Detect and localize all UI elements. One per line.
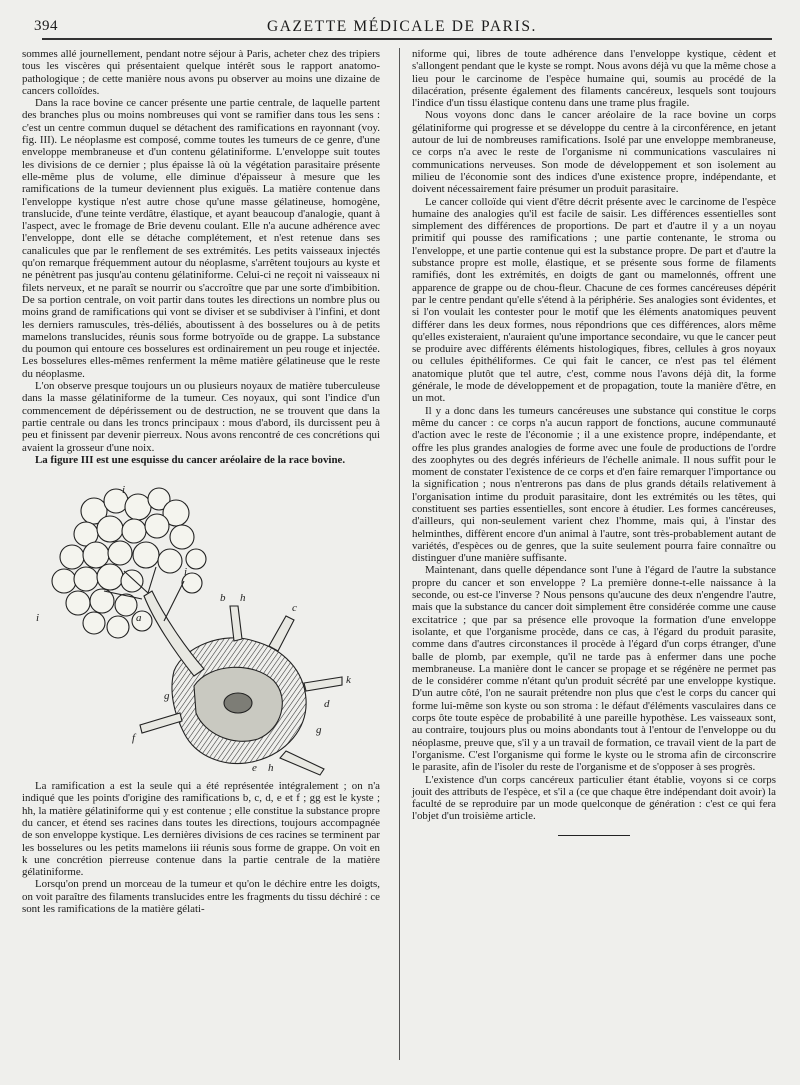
figure-iii-areolar-cancer-sketch [24, 471, 372, 777]
figure-label-h: h [240, 592, 246, 605]
figure-label-k: k [346, 674, 351, 687]
paragraph: Dans la race bovine ce cancer présente une partie centrale, de laquelle partent des branches plus ou moins nombreuses qui vont se ramifier dans tous les sens : c'est un centre commun duquel se détachent des ramifications en rayonnant (voy. fig. III). Le néoplasme est composé, comme toutes les tumeurs de ce genre, d'une enveloppe membraneuse et d'un contenu gélatiniforme. L'enveloppe suit toutes les divisions de ce dernier ; plus épaisse là où la végétation parasitaire présente elle-même plus de volume, elle diminue d'épaisseur à mesure que les ramifications de la tumeur deviennent plus exiguës. La matière contenue dans l'enveloppe kystique n'est autre chose qu'une masse gélatineuse, homogène, translucide, d'une teinte verdâtre, élastique, et ayant beaucoup d'analogie, quant à l'aspect, avec le fromage de Brie devenu coulant. Elle n'a aucune adhérence avec l'enveloppe, dont elle se détache complétement, et n'est retenue dans ses canalicules que par le renflement de ses extrémités. Les petits vaisseaux injectés qu'on remarque fréquemment autour du néoplasme, s'arrêtent toujours au kyste et ne pénètrent pas jusqu'au contenu gélatiniforme. Celui-ci ne reçoit ni vaisseaux ni filets nerveux, et ne paraît se nourrir ou s'accroître que par une sorte d'imbibition. De sa portion centrale, on voit partir dans toutes les directions un nombre plus ou moins grand de ramifications qui vont se diviser et se subdiviser à l'infini, et dont les derniers ramuscules, très-déliés, aboutissent à des bosselures ou à de petits mamelons translucides, réunis sous forme botryoïde ou de grappe. La substance du poumon qui entoure ces bosselures est ordinairement un peu rouge et injectée. Les bosselures elles-mêmes renferment la même matière gélatineuse que le reste du néoplasme. [22, 97, 380, 380]
article-end-rule [558, 835, 630, 836]
figure-label-c: c [292, 602, 297, 615]
page-header [22, 14, 782, 40]
figure-label-g: g [316, 724, 322, 737]
figure-label-h: h [268, 762, 274, 775]
left-column [22, 48, 380, 915]
figure-caption: La figure III est une esquisse du cancer aréolaire de la race bovine. [35, 453, 346, 466]
paragraph: Nous voyons donc dans le cancer aréolaire de la race bovine un corps gélatiniforme qui progresse et se développe du centre à la circonférence, en jetant autour de lui de nombreuses ramifications. Isolé par une enveloppe membraneuse, ce corps n'a avec le reste de l'organisme ni communications vasculaires ni communications nerveuses. Son mode de développement et son isolement au milieu de l'économie sont des indices d'une existence propre, indépendante, et doivent nécessairement faire présumer un produit parasitaire. [412, 109, 776, 196]
figure-label-b: b [220, 592, 226, 605]
paragraph: L'on observe presque toujours un ou plusieurs noyaux de matière tuberculeuse dans la masse gélatiniforme de la tumeur. Ces noyaux, qui sont l'indice d'un commencement de dépérissement ou de destruction, ne se trouvent que dans la partie centrale ou dans les troncs principaux : mous d'abord, ils durcissent peu à peu et finissent par devenir pierreux. Nous avons rencontré de ces concrétions qui avaient la grosseur d'une noix. [22, 380, 380, 454]
paragraph: niforme qui, libres de toute adhérence dans l'enveloppe kystique, cèdent et s'allongent pendant que le kyste se rompt. Nous avons déjà vu que la même chose a lieu pour le carcinome de l'espèce humaine qui, soumis au procédé de la dilacération, présente également des filaments cancéreux, lesquels sont toujours l'indice d'un tissu élastique contenu dans une trame plus fragile. [412, 48, 776, 110]
column-divider [399, 48, 400, 1060]
figure-label-e: e [252, 762, 257, 775]
figure-label-f: f [132, 732, 136, 745]
running-title: GAZETTE MÉDICALE DE PARIS. [266, 18, 538, 35]
paragraph: sommes allé journellement, pendant notre séjour à Paris, acheter chez des tripiers tous les viscères qui présentaient quelque intérêt sous le rapport anatomo-pathologique ; de cette manière nous avons pu observer au moins une dizaine de cancers colloïdes. [22, 48, 380, 97]
paragraph: La ramification a est la seule qui a été représentée intégralement ; on n'a indiqué que les points d'origine des ramifications b, c, d, e et f ; gg est le kyste ; hh, la matière gélatiniforme qui y est contenue ; elle constitue la substance propre du cancer, et étend ses racines dans toutes les directions, toujours accompagnée de son enveloppe kystique. Les dernières divisions de ces racines se terminent par les bosselures ou les petits mamelons iii réunis sous forme de grappe. On voit en k une concrétion pierreuse contenue dans la partie centrale de la matière gélatiniforme. [22, 780, 380, 879]
figure-label-i: i [36, 612, 40, 625]
paragraph: Maintenant, dans quelle dépendance sont l'une à l'égard de l'autre la substance propre du cancer et son enveloppe ? La première donne-t-elle naissance à la seconde, ou est-ce l'inverse ? Nous pensons qu'aucune des deux n'engendre l'autre, mais que la substance du cancer doit simplement être considérée comme une cause excitatrice ; que par sa présence elle provoque la formation d'une enveloppe isolante, et que l'organisme procède, dans ce cas, à l'égard du produit parasite, comme dans d'autres circonstances il procède à l'égard d'un corps étranger, d'une balle de plomb, par exemple, qu'il ne tarde pas à enfermer dans une poche membraneuse. La manière dont le cancer se propage et se régénère ne permet pas de le considérer comme n'étant qu'un produit sécrété par une enveloppe kystique. D'un autre côté, l'on ne saurait prétendre non plus que c'est le corps du cancer qui forme lui-même son kyste ou son stroma : le défaut d'éléments vasculaires dans ce corps ôte toute espèce de probabilité à une pareille hypothèse. Les vaisseaux sont, au contraire, toujours plus ou moins abondants tout à l'entour de l'enveloppe ou du néoplasme, preuve que, s'il y a un travail de formation, ce travail vient de la part de l'organisme. C'est l'organisme qui forme le kyste ou le stroma afin de circonscrire le parasite, afin de l'isoler du reste de l'organisme et de s'opposer à ses progrès. [412, 564, 776, 774]
figure-label-g: g [164, 690, 170, 703]
page-number: 394 [34, 18, 58, 34]
header-rule [42, 38, 772, 40]
figure-label-i: i [184, 566, 188, 579]
paragraph: Lorsqu'on prend un morceau de la tumeur et qu'on le déchire entre les doigts, on voit paraître des filaments translucides entre les fragments du tissu déchiré : ce sont les ramifications de la matière gélati- [22, 878, 380, 916]
figure-label-a: a [136, 612, 142, 625]
paragraph: Il y a donc dans les tumeurs cancéreuses une substance qui constitue le corps même du cancer : ce corps n'a aucun rapport de fonctions, aucune communauté d'action avec le reste de l'économie ; il a une existence propre, indépendante, et offre les plus grandes analogies de forme avec une foule de productions de l'ordre des zoophytes ou des degrés inférieurs de l'échelle animale. Il nous suffit pour le moment de constater l'existence de ce corps et d'en faire remarquer l'importance ou la signification ; nous n'entrerons pas dans de plus grands détails relativement à l'organisation intime du produit parasitaire, dont les extrémités ou les têtes, qui constituent ses parties essentielles, sont encore à étudier. Les formes cancéreuses, d'ailleurs, qui non-seulement varient chez l'homme, mais qui, à l'instar des helminthes, diffèrent encore d'un animal à l'autre, sont très-probablement autant de variétés, d'espèces ou de genres, que la suite seulement pourra faire connaître ou distinguer d'une manière suffisante. [412, 404, 776, 565]
right-column [412, 48, 776, 836]
figure-label-d: d [324, 698, 330, 711]
paragraph: L'existence d'un corps cancéreux particulier étant établie, voyons si ce corps jouit des attributs de l'espèce, et s'il a (ce que chaque être indépendant doit avoir) la faculté de se reproduire par un mode quelconque de génération : c'est ce qui fera l'objet d'un troisième article. [412, 773, 776, 823]
paragraph: Le cancer colloïde qui vient d'être décrit présente avec le carcinome de l'espèce humaine des analogies qu'il est facile de saisir. Les différences essentielles sont simplement des différences de proportions. De part et d'autre il y a un noyau primitif qui pousse des ramifications ; une partie contenante, le stroma ou l'enveloppe, et une partie contenue qui est la substance propre. De part et d'autre la substance propre est molle, élastique, et se présente sous forme de filaments ramifiés, dont les extrémités, en doigts de gant ou mamelonnés, offrent une apparence de grappe ou de chou-fleur. Chacune de ces formes cancéreuses dépérit par le centre pendant qu'elle s'étend à la périphérie. Ses analogies sont évidentes, et si l'on voulait les contester pour le motif que les éléments anatomiques peuvent différer dans les deux formes, nous répondrions que ces différences, alors même qu'elles existeraient, n'auraient qu'une importance secondaire, vu que le cancer peut se produire avec différents éléments histologiques, fibres, cellules à gros noyaux ou cellules épithéliformes. Ce qui fait le cancer, ce n'est pas tel élément anatomique plutôt que tel autre, c'est, comme nous l'avons déjà dit, la forme générale, le mode de développement et de propagation, toute la manière d'être, en un mot. [412, 195, 776, 405]
figure-label-i: i [122, 484, 126, 497]
